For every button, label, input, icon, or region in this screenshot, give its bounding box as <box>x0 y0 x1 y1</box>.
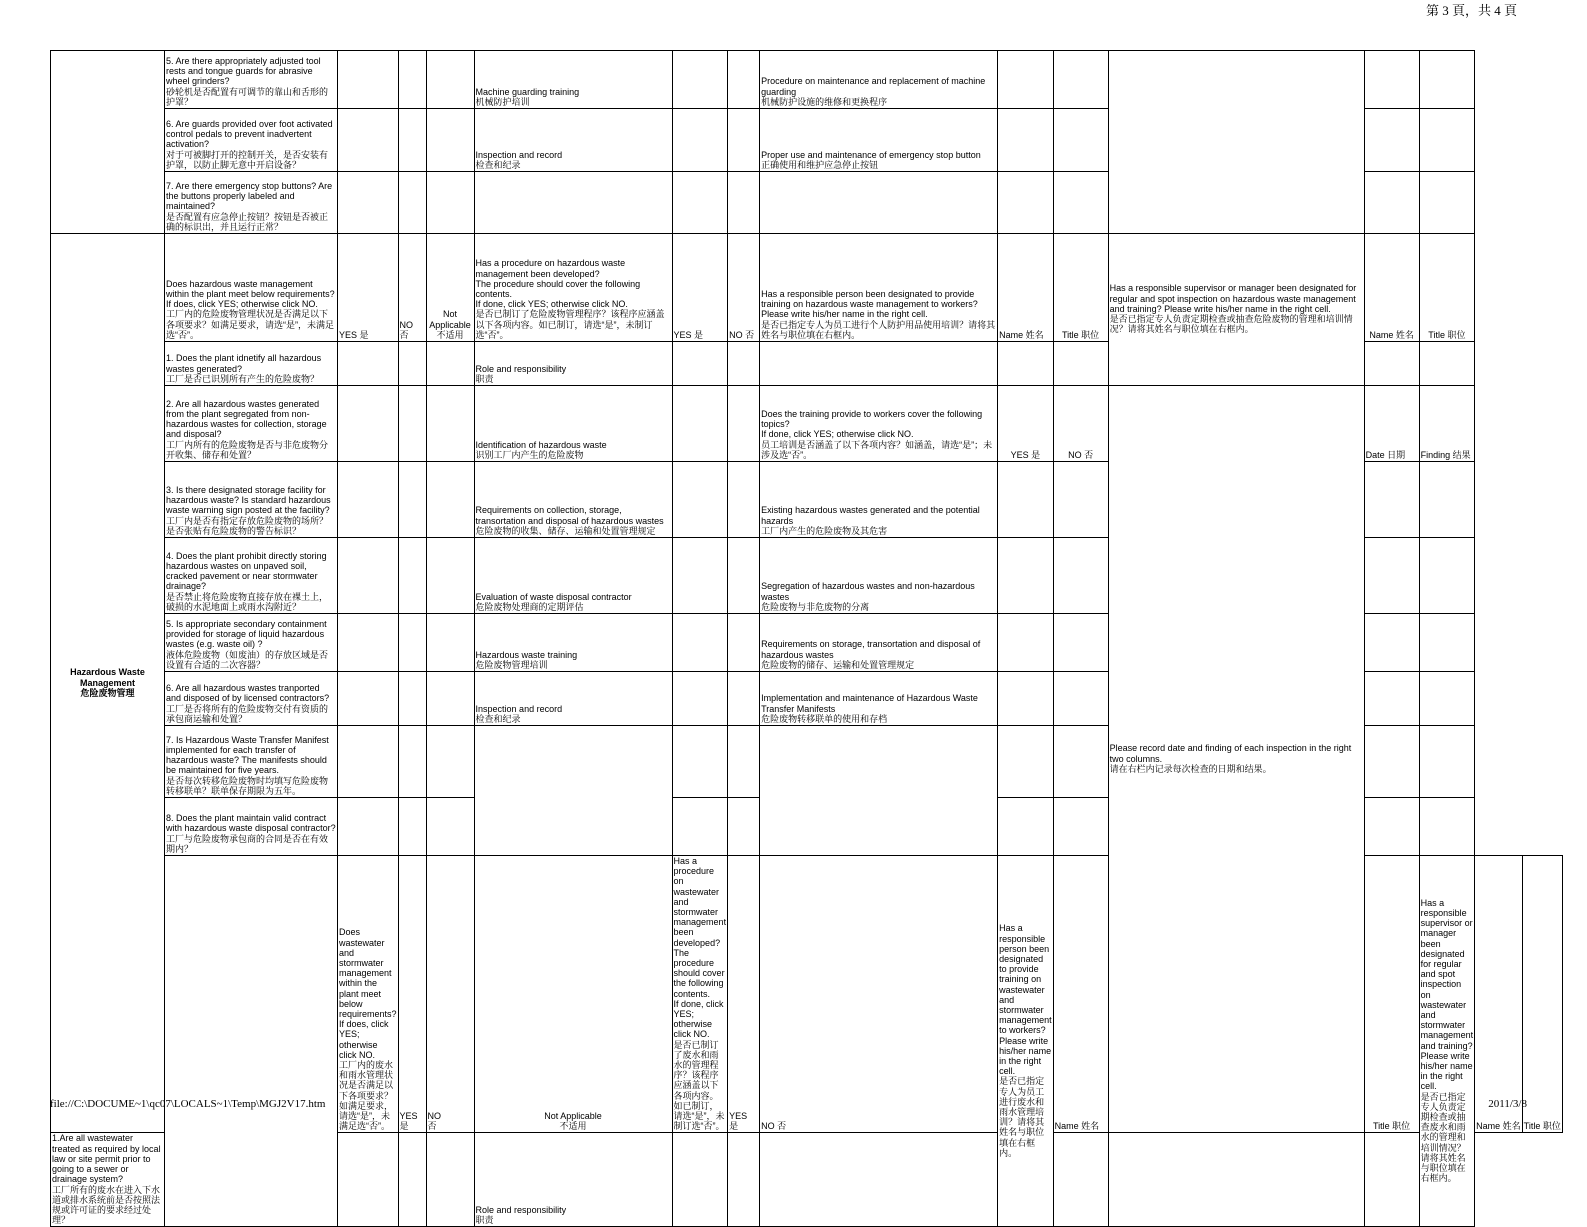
finding-cell[interactable] <box>1419 51 1475 109</box>
date-cell[interactable] <box>1364 798 1419 856</box>
question-cell: 2. Are all hazardous wastes generated from the plant segregated from non-hazardous wastes for collection, storage and disposal? 工厂内所有的危险废物是否与非危废物分开收集、储存和处置？ <box>165 386 338 462</box>
title-input[interactable] <box>1364 1133 1419 1227</box>
yes-checkbox[interactable] <box>672 342 728 386</box>
no-checkbox[interactable] <box>398 538 426 614</box>
no-checkbox[interactable] <box>1053 172 1108 234</box>
footer-date: 2011/3/8 <box>1488 1098 1527 1110</box>
yes-checkbox[interactable] <box>672 726 728 798</box>
training-item: Proper use and maintenance of emergency stop button 正确使用和维护应急停止按钮 <box>760 109 998 172</box>
na-checkbox[interactable] <box>426 672 474 726</box>
yes-checkbox[interactable] <box>998 51 1054 109</box>
date-cell[interactable] <box>1364 172 1419 234</box>
yes-checkbox[interactable] <box>672 672 728 726</box>
yes-checkbox[interactable] <box>338 672 399 726</box>
training-item: Segregation of hazardous wastes and non-hazardous wastes 危险废物与非危废物的分离 <box>760 538 998 614</box>
no-checkbox[interactable] <box>728 672 760 726</box>
yes-checkbox[interactable] <box>338 614 399 672</box>
no-label[interactable]: NO 否 <box>728 234 760 342</box>
category-hazardous-waste: Hazardous Waste Management 危险废物管理 <box>51 234 165 1133</box>
no-checkbox[interactable] <box>728 726 760 798</box>
yes-label[interactable]: YES 是 <box>998 386 1054 462</box>
title-label: Title 职位 <box>1364 856 1419 1133</box>
no-label[interactable]: NO 否 <box>398 234 426 342</box>
yes-checkbox[interactable] <box>672 1133 728 1227</box>
yes-checkbox[interactable] <box>672 172 728 234</box>
no-checkbox[interactable] <box>398 109 426 172</box>
section-question: Does wastewater and stormwater management within the plant meet below requirements? If does, click YES; otherwise click NO. 工厂内的废水和雨水管理状况是否满足以下各项要求？如满足要求，请选“是”，未满足选“否”。 <box>338 856 399 1133</box>
procedure-item: Role and responsibility 职责 <box>474 342 672 386</box>
page-indicator: 第 3 頁，共 4 頁 <box>1425 3 1517 18</box>
yes-label[interactable]: YES 是 <box>398 856 426 1133</box>
yes-checkbox[interactable] <box>998 172 1054 234</box>
date-label: Date 日期 <box>1364 386 1419 462</box>
date-cell[interactable] <box>1364 109 1419 172</box>
name-input[interactable] <box>998 342 1054 386</box>
yes-checkbox[interactable] <box>998 726 1054 798</box>
training-item <box>760 726 998 856</box>
supervisor-cell <box>1108 51 1364 234</box>
procedure-item: Machine guarding training 机械防护培训 <box>474 51 672 109</box>
na-label[interactable]: Not Applicable 不适用 <box>474 856 672 1133</box>
finding-cell[interactable] <box>1419 672 1475 726</box>
date-cell[interactable] <box>1364 538 1419 614</box>
question-cell: 8. Does the plant maintain valid contract with hazardous waste disposal contractor? 工厂与危险废物承包商的合同是否在有效期内？ <box>165 798 338 856</box>
title-input[interactable] <box>1053 342 1108 386</box>
yes-label[interactable]: YES 是 <box>672 234 728 342</box>
name-label: Name 姓名 <box>1053 856 1108 1133</box>
yes-checkbox[interactable] <box>672 614 728 672</box>
title-input[interactable] <box>1053 1133 1108 1227</box>
yes-checkbox[interactable] <box>672 386 728 462</box>
no-checkbox[interactable] <box>398 51 426 109</box>
title-label: Title 职位 <box>1419 234 1475 342</box>
procedure-item: Inspection and record 检查和纪录 <box>474 109 672 172</box>
question-cell: 5. Are there appropriately adjusted tool rests and tongue guards for abrasive wheel grinders? 砂轮机是否配置有可调节的靠山和舌形的护罩？ <box>165 51 338 109</box>
question-cell: 6. Are all hazardous wastes tranported and disposed of by licensed contractors? 工厂是否将所有的危险废物交付有资质的承包商运输和处置？ <box>165 672 338 726</box>
yes-checkbox[interactable] <box>998 109 1054 172</box>
no-checkbox[interactable] <box>1053 51 1108 109</box>
procedure-item: Identification of hazardous waste 识别工厂内产生的危险废物 <box>474 386 672 462</box>
name-label: Name 姓名 <box>1364 234 1419 342</box>
name-label: Name 姓名 <box>998 234 1054 342</box>
yes-checkbox[interactable] <box>338 538 399 614</box>
training-item <box>760 172 998 234</box>
finding-cell[interactable] <box>1419 172 1475 234</box>
no-checkbox[interactable] <box>398 672 426 726</box>
yes-checkbox[interactable] <box>672 798 728 856</box>
name-input[interactable] <box>760 1133 998 1227</box>
procedure-item: Hazardous waste training 危险废物管理培训 <box>474 614 672 672</box>
no-checkbox[interactable] <box>1053 462 1108 538</box>
yes-checkbox[interactable] <box>672 538 728 614</box>
yes-checkbox[interactable] <box>338 109 399 172</box>
no-checkbox[interactable] <box>398 1133 426 1227</box>
name-input[interactable] <box>1364 342 1419 386</box>
yes-checkbox[interactable] <box>338 386 399 462</box>
training-item: Existing hazardous wastes generated and the potential hazards 工厂内产生的危险废物及其危害 <box>760 462 998 538</box>
na-checkbox[interactable] <box>426 462 474 538</box>
na-checkbox[interactable] <box>426 342 474 386</box>
question-cell: 3. Is there designated storage facility for hazardous waste? Is standard hazardous waste warning sign posted at the facility? 工厂内是否有指定存放危险废物的场所？是否张贴有危险废物的警告标识？ <box>165 462 338 538</box>
no-checkbox[interactable] <box>398 462 426 538</box>
no-checkbox[interactable] <box>1053 798 1108 856</box>
no-checkbox[interactable] <box>1053 538 1108 614</box>
name-label: Name 姓名 <box>1475 856 1523 1133</box>
finding-label: Finding 结果 <box>1419 386 1475 462</box>
na-checkbox[interactable] <box>426 538 474 614</box>
title-input[interactable] <box>1419 342 1475 386</box>
yes-checkbox[interactable] <box>338 51 399 109</box>
question-cell: 7. Is Hazardous Waste Transfer Manifest implemented for each transfer of hazardous waste? The manifests should be maintained for five years. 是否每次转移危险废物时均填写危险废物转移联单？联单保存期限为五年。 <box>165 726 338 798</box>
date-cell[interactable] <box>1364 672 1419 726</box>
date-cell[interactable] <box>1364 614 1419 672</box>
yes-checkbox[interactable] <box>672 51 728 109</box>
question-cell: 1.Are all wastewater treated as required by local law or site permit prior to going to a sewer or drainage system? 工厂所有的废水在进入下水道或排水系统前是否按照法规或许可证的要求经过处理？ <box>51 1133 165 1227</box>
supervisor-question: Has a responsible supervisor or manager been designated for regular and spot inspection on hazardous waste management and training? Please write his/her name in the right cell. 是否已指定专人负责定期检查或抽查危险废物的管理和培训情况？请将其姓名与职位填在右框内。 <box>1108 234 1364 386</box>
question-cell: 5. Is appropriate secondary containment provided for storage of liquid hazardous wastes (e.g. waste oil) ? 液体危险废物（如废油）的存放区域是否设置有合适的二次容器？ <box>165 614 338 672</box>
no-checkbox[interactable] <box>1053 109 1108 172</box>
no-checkbox[interactable] <box>398 172 426 234</box>
no-checkbox[interactable] <box>398 798 426 856</box>
yes-checkbox[interactable] <box>998 614 1054 672</box>
no-label[interactable]: NO 否 <box>1053 386 1108 462</box>
yes-checkbox[interactable] <box>338 462 399 538</box>
date-cell[interactable] <box>1364 726 1419 798</box>
finding-cell[interactable] <box>1419 614 1475 672</box>
training-item: Requirements on storage, transortation and disposal of hazardous wastes 危险废物的储存、运输和处置管理规定 <box>760 614 998 672</box>
procedure-item <box>474 726 672 856</box>
na-checkbox[interactable] <box>426 1133 474 1227</box>
yes-checkbox[interactable] <box>672 462 728 538</box>
finding-cell[interactable] <box>1419 109 1475 172</box>
checklist-table <box>50 50 1563 1227</box>
finding-cell[interactable] <box>1419 798 1475 856</box>
yes-checkbox[interactable] <box>338 798 399 856</box>
yes-label[interactable]: YES 是 <box>338 234 399 342</box>
no-checkbox[interactable] <box>728 386 760 462</box>
date-cell[interactable] <box>1364 51 1419 109</box>
no-checkbox[interactable] <box>1053 672 1108 726</box>
training-item <box>760 342 998 386</box>
finding-cell[interactable] <box>1419 538 1475 614</box>
training-question: Has a responsible person been designated to provide training on wastewater and stormwater management to workers? Please write his/her name in the right cell. 是否已指定专人为员工进行废水和雨水管理培训？请将其姓名与职位填在右框内。 <box>998 856 1054 1227</box>
supervisor-question: Has a responsible supervisor or manager been designated for regular and spot inspection on wastewater and stormwater management and training? Please write his/her name in the right cell. 是否已指定专人负责定期检查或抽查废水和雨水的管理和培训情况？请将其姓名与职位填在右框内。 <box>1419 856 1475 1227</box>
no-checkbox[interactable] <box>728 798 760 856</box>
na-checkbox[interactable] <box>426 386 474 462</box>
finding-cell[interactable] <box>1419 462 1475 538</box>
footer-path: file://C:\DOCUME~1\qc07\LOCALS~1\Temp\MGJ2V17.htm <box>50 1098 326 1110</box>
question-cell: 1. Does the plant idnetify all hazardous wastes generated? 工厂是否已识别所有产生的危险废物？ <box>165 342 338 386</box>
na-label[interactable]: Not Applicable 不适用 <box>426 234 474 342</box>
procedure-item: Evaluation of waste disposal contractor 危险废物处理商的定期评估 <box>474 538 672 614</box>
no-checkbox[interactable] <box>398 386 426 462</box>
na-checkbox[interactable] <box>426 109 474 172</box>
no-checkbox[interactable] <box>728 109 760 172</box>
procedure-question: Has a procedure on wastewater and stormwater management been developed? The procedure should cover the following contents. If done, click YES; otherwise click NO. 是否已制订了废水和雨水的管理程序？该程序应涵盖以下各项内容。如已制订，请选“是”，未制订选“否”。 <box>673 856 727 1132</box>
title-label: Title 职位 <box>1053 234 1108 342</box>
no-checkbox[interactable] <box>1053 614 1108 672</box>
na-checkbox[interactable] <box>426 51 474 109</box>
yes-checkbox[interactable] <box>338 726 399 798</box>
no-checkbox[interactable] <box>398 614 426 672</box>
yes-checkbox[interactable] <box>338 172 399 234</box>
na-checkbox[interactable] <box>426 614 474 672</box>
date-cell[interactable] <box>1364 462 1419 538</box>
na-checkbox[interactable] <box>426 726 474 798</box>
no-checkbox[interactable] <box>728 51 760 109</box>
category-cell-wastewater <box>165 856 338 1227</box>
no-checkbox[interactable] <box>728 172 760 234</box>
title-label: Title 职位 <box>1522 856 1562 1133</box>
procedure-item <box>474 172 672 234</box>
yes-checkbox[interactable] <box>998 462 1054 538</box>
no-checkbox[interactable] <box>728 462 760 538</box>
yes-label[interactable]: YES 是 <box>728 856 760 1133</box>
no-checkbox[interactable] <box>728 614 760 672</box>
yes-checkbox[interactable] <box>998 798 1054 856</box>
procedure-item: Role and responsibility 职责 <box>474 1133 672 1227</box>
no-checkbox[interactable] <box>728 538 760 614</box>
no-checkbox[interactable] <box>728 342 760 386</box>
question-cell: 6. Are guards provided over foot activated control pedals to prevent inadvertent activation? 对于可被脚打开的控制开关，是否安装有护罩，以防止脚无意中开启设备？ <box>165 109 338 172</box>
training-question: Has a responsible person been designated to provide training on hazardous waste management to workers? Please write his/her name in the right cell. 是否已指定专人为员工进行个人防护用品使用培训？请将其姓名与职位填在右框内。 <box>760 234 998 342</box>
no-label[interactable]: NO 否 <box>760 856 998 1133</box>
section-question: Does hazardous waste management within the plant meet below requirements? If does, click YES; otherwise click NO. 工厂内的危险废物管理状况是否满足以下各项要求？如满足要求，请选“是”，未满足选“否”。 <box>165 234 338 342</box>
na-checkbox[interactable] <box>426 172 474 234</box>
yes-checkbox[interactable] <box>338 1133 399 1227</box>
na-checkbox[interactable] <box>426 798 474 856</box>
no-checkbox[interactable] <box>1053 726 1108 798</box>
name-input[interactable] <box>1108 1133 1364 1227</box>
question-cell: 4. Does the plant prohibit directly storing hazardous wastes on unpaved soil, cracked pavement or near stormwater drainage? 是否禁止将危险废物直接存放在裸土上，破损的水泥地面上或雨水沟附近？ <box>165 538 338 614</box>
procedure-item: Requirements on collection, storage, transortation and disposal of hazardous wastes 危险废物的收集、储存、运输和处置管理规定 <box>474 462 672 538</box>
no-checkbox[interactable] <box>398 342 426 386</box>
procedure-item: Inspection and record 检查和纪录 <box>474 672 672 726</box>
yes-checkbox[interactable] <box>672 109 728 172</box>
training-item: Procedure on maintenance and replacement of machine guarding 机械防护设施的维修和更换程序 <box>760 51 998 109</box>
yes-checkbox[interactable] <box>998 672 1054 726</box>
record-instruction: Please record date and finding of each inspection in the right two columns. 请在右栏内记录每次检查的日期和结果。 <box>1108 386 1364 1133</box>
yes-checkbox[interactable] <box>998 538 1054 614</box>
question-cell: 7. Are there emergency stop buttons? Are the buttons properly labeled and maintained? 是否配置有应急停止按钮？按钮是否被正确的标识出，并且运行正常？ <box>165 172 338 234</box>
training-question: Does the training provide to workers cover the following topics? If done, click YES; otherwise click NO. 员工培训是否涵盖了以下各项内容？如涵盖，请选“是”；未涉及选“否”。 <box>760 386 998 462</box>
no-checkbox[interactable] <box>398 726 426 798</box>
yes-checkbox[interactable] <box>338 342 399 386</box>
category-cell-machine <box>51 51 165 234</box>
training-item: Implementation and maintenance of Hazardous Waste Transfer Manifests 危险废物转移联单的使用和存档 <box>760 672 998 726</box>
procedure-question: Has a procedure on hazardous waste management been developed? The procedure should cover the following contents. If done, click YES; otherwise click NO. 是否已制订了危险废物管理程序？该程序应涵盖以下各项内容。如已制订，请选“是”，未制订选“否”。 <box>474 234 672 342</box>
no-checkbox[interactable] <box>728 1133 760 1227</box>
no-label[interactable]: NO 否 <box>426 856 474 1133</box>
finding-cell[interactable] <box>1419 726 1475 798</box>
